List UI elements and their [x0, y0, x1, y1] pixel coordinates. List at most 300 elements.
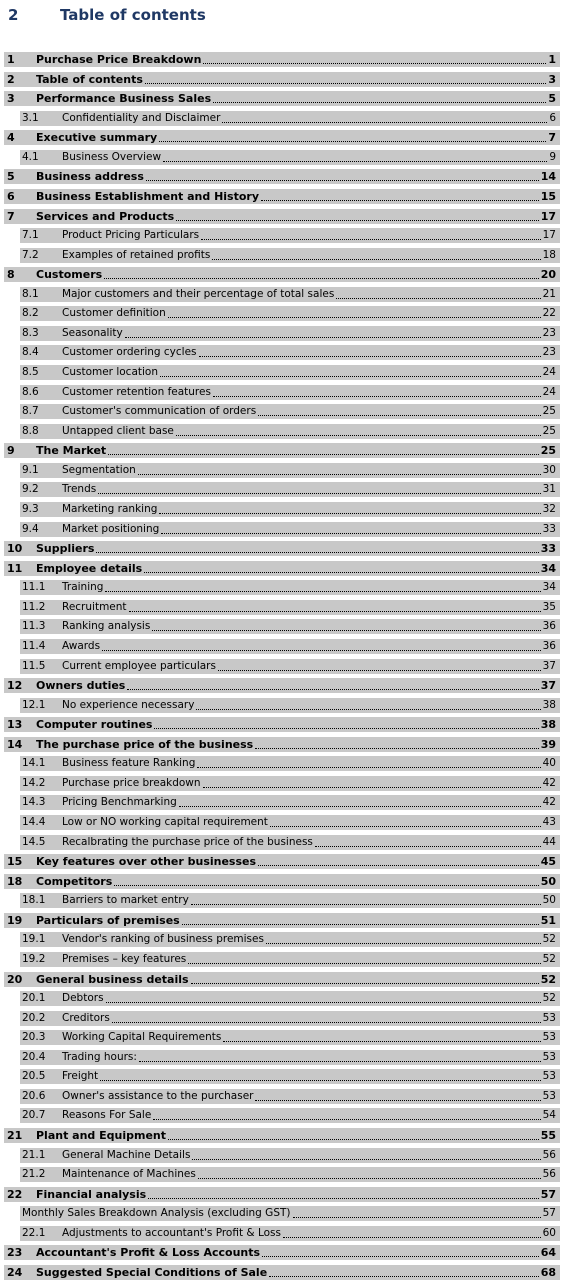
entry-number: 24 — [7, 1266, 23, 1279]
entry-page-number: 34 — [542, 581, 556, 593]
entry-number: 8.7 — [22, 405, 39, 417]
dot-leader — [191, 893, 541, 905]
toc-entry[interactable] — [0, 169, 560, 184]
dot-leader — [191, 972, 539, 984]
dot-leader — [159, 502, 541, 514]
entry-label: Vendor's ranking of business premises — [62, 933, 264, 945]
entry-label: Table of contents — [36, 73, 143, 86]
toc-subentry[interactable] — [0, 385, 560, 400]
entry-label: Recalbrating the purchase price of the business — [62, 836, 313, 848]
toc-subentry[interactable] — [0, 111, 560, 126]
entry-label: Market positioning — [62, 523, 160, 535]
dot-leader — [179, 795, 541, 807]
dot-leader — [106, 991, 541, 1003]
entry-number: 21.1 — [22, 1149, 46, 1161]
entry-page-number: 43 — [542, 816, 556, 828]
dot-leader — [255, 737, 539, 749]
toc-entry[interactable] — [0, 874, 560, 889]
entry-number: 20.5 — [22, 1070, 46, 1082]
dot-leader — [168, 1128, 539, 1140]
entry-number: 14.5 — [22, 836, 46, 848]
entry-page-number: 22 — [542, 307, 556, 319]
entry-number: 11.1 — [22, 581, 46, 593]
toc-subentry[interactable] — [0, 932, 560, 947]
dot-leader — [198, 1167, 541, 1179]
entry-number: 11.5 — [22, 660, 46, 672]
entry-number: 19.1 — [22, 933, 46, 945]
entry-label: Business Overview — [62, 151, 162, 163]
toc-entry[interactable] — [0, 854, 560, 869]
dot-leader — [145, 72, 546, 84]
entry-number: 20.6 — [22, 1090, 46, 1102]
entry-label: Accountant's Profit & Loss Accounts — [36, 1246, 261, 1259]
toc-subentry[interactable] — [0, 776, 560, 791]
toc-entry[interactable] — [0, 72, 560, 87]
toc-subentry[interactable] — [0, 659, 560, 674]
entry-page-number: 25 — [542, 425, 556, 437]
toc-entry[interactable] — [0, 209, 560, 224]
toc-entry[interactable] — [0, 717, 560, 732]
entry-label: Customer location — [62, 366, 159, 378]
entry-label: Debtors — [62, 992, 104, 1004]
entry-page-number: 3 — [548, 73, 556, 86]
entry-number: 20.4 — [22, 1051, 46, 1063]
dot-leader — [100, 1069, 541, 1081]
entry-number: 13 — [7, 718, 23, 731]
entry-page-number: 14 — [540, 170, 556, 183]
dot-leader — [146, 169, 539, 181]
entry-page-number: 52 — [542, 992, 556, 1004]
entry-number: 6 — [7, 190, 15, 203]
entry-number: 8 — [7, 268, 15, 281]
entry-page-number: 57 — [540, 1188, 556, 1201]
entry-number: 7.1 — [22, 229, 39, 241]
entry-page-number: 44 — [542, 836, 556, 848]
entry-number: 19.2 — [22, 953, 46, 965]
entry-label: Adjustments to accountant's Profit & Loss — [62, 1227, 281, 1239]
toc-subentry[interactable] — [0, 1011, 560, 1026]
entry-number: 12.1 — [22, 699, 46, 711]
entry-label: Customers — [36, 268, 103, 281]
entry-number: 8.4 — [22, 346, 39, 358]
toc-entry[interactable] — [0, 52, 560, 67]
entry-page-number: 56 — [542, 1149, 556, 1161]
entry-page-number: 45 — [540, 855, 556, 868]
toc-entry[interactable] — [0, 737, 560, 752]
dot-leader — [108, 443, 539, 455]
dot-leader — [201, 228, 541, 240]
entry-number: 3 — [7, 92, 15, 105]
toc-subentry[interactable] — [0, 756, 560, 771]
entry-label: Major customers and their percentage of total sales — [62, 288, 335, 300]
entry-page-number: 31 — [542, 483, 556, 495]
entry-page-number: 17 — [542, 229, 556, 241]
dot-leader — [159, 130, 546, 142]
entry-page-number: 25 — [540, 444, 556, 457]
toc-subentry[interactable] — [0, 482, 560, 497]
entry-label: Customer retention features — [62, 386, 211, 398]
dot-leader — [125, 326, 541, 338]
dot-leader — [129, 600, 541, 612]
dot-leader — [258, 854, 539, 866]
toc-entry[interactable] — [0, 1128, 560, 1143]
entry-number: 14 — [7, 738, 23, 751]
dot-leader — [283, 1226, 541, 1238]
entry-number: 4 — [7, 131, 15, 144]
entry-label: Purchase Price Breakdown — [36, 53, 202, 66]
entry-number: 8.1 — [22, 288, 39, 300]
toc-subentry[interactable] — [0, 1206, 560, 1221]
entry-number: 9.4 — [22, 523, 39, 535]
entry-page-number: 50 — [542, 894, 556, 906]
entry-label: Current employee particulars — [62, 660, 216, 672]
dot-leader — [315, 835, 541, 847]
toc-subentry[interactable] — [0, 952, 560, 967]
entry-page-number: 18 — [542, 249, 556, 261]
toc-subentry[interactable] — [0, 404, 560, 419]
entry-page-number: 6 — [549, 112, 556, 124]
toc-entry[interactable] — [0, 443, 560, 458]
entry-number: 3.1 — [22, 112, 39, 124]
entry-number: 9.2 — [22, 483, 39, 495]
entry-page-number: 39 — [540, 738, 556, 751]
dot-leader — [148, 1187, 539, 1199]
toc-entry[interactable] — [0, 91, 560, 106]
entry-label: Pricing Benchmarking — [62, 796, 177, 808]
toc-subentry[interactable] — [0, 1069, 560, 1084]
toc-subentry[interactable] — [0, 580, 560, 595]
dot-leader — [104, 267, 539, 279]
entry-label: The Market — [36, 444, 107, 457]
entry-page-number: 15 — [540, 190, 556, 203]
entry-page-number: 53 — [542, 1012, 556, 1024]
toc-subentry[interactable] — [0, 248, 560, 263]
toc-entry[interactable] — [0, 913, 560, 928]
entry-label: Seasonality — [62, 327, 123, 339]
toc-subentry[interactable] — [0, 150, 560, 165]
toc-subentry[interactable] — [0, 424, 560, 439]
entry-page-number: 17 — [540, 210, 556, 223]
dot-leader — [176, 424, 541, 436]
entry-label: Working Capital Requirements — [62, 1031, 222, 1043]
entry-label: Product Pricing Particulars — [62, 229, 200, 241]
dot-leader — [293, 1206, 541, 1218]
entry-label: Suggested Special Conditions of Sale — [36, 1266, 268, 1279]
entry-number: 5 — [7, 170, 15, 183]
toc-subentry[interactable] — [0, 639, 560, 654]
entry-page-number: 9 — [549, 151, 556, 163]
entry-page-number: 38 — [542, 699, 556, 711]
entry-page-number: 50 — [540, 875, 556, 888]
entry-number: 22 — [7, 1188, 23, 1201]
toc-subentry[interactable] — [0, 287, 560, 302]
toc-subentry[interactable] — [0, 306, 560, 321]
dot-leader — [176, 209, 539, 221]
entry-page-number: 1 — [548, 53, 556, 66]
toc-subentry[interactable] — [0, 991, 560, 1006]
toc-subentry[interactable] — [0, 1089, 560, 1104]
toc-subentry[interactable] — [0, 1226, 560, 1241]
toc-entry[interactable] — [0, 1245, 560, 1260]
toc-subentry[interactable] — [0, 463, 560, 478]
toc-subentry[interactable] — [0, 1108, 560, 1123]
dot-leader — [213, 385, 541, 397]
toc-subentry[interactable] — [0, 1148, 560, 1163]
entry-number: 21 — [7, 1129, 23, 1142]
entry-page-number: 36 — [542, 640, 556, 652]
entry-page-number: 25 — [542, 405, 556, 417]
entry-number: 21.2 — [22, 1168, 46, 1180]
toc-subentry[interactable] — [0, 1030, 560, 1045]
dot-leader — [160, 365, 541, 377]
entry-number: 9.1 — [22, 464, 39, 476]
entry-page-number: 54 — [542, 1109, 556, 1121]
entry-label: Particulars of premises — [36, 914, 180, 927]
dot-leader — [96, 541, 539, 553]
entry-label: Training — [62, 581, 104, 593]
entry-page-number: 30 — [542, 464, 556, 476]
dot-leader — [218, 659, 541, 671]
entry-page-number: 24 — [542, 366, 556, 378]
entry-page-number: 52 — [542, 933, 556, 945]
entry-page-number: 37 — [542, 660, 556, 672]
entry-number: 14.1 — [22, 757, 46, 769]
entry-label: Recruitment — [62, 601, 127, 613]
toc-entry[interactable] — [0, 678, 560, 693]
entry-label: Ranking analysis — [62, 620, 151, 632]
entry-label: Examples of retained profits — [62, 249, 211, 261]
entry-number: 14.3 — [22, 796, 46, 808]
entry-page-number: 42 — [542, 777, 556, 789]
entry-page-number: 52 — [542, 953, 556, 965]
entry-label: Executive summary — [36, 131, 158, 144]
dot-leader — [105, 580, 541, 592]
dot-leader — [262, 1245, 539, 1257]
dot-leader — [213, 91, 546, 103]
entry-label: Confidentiality and Disclaimer — [62, 112, 221, 124]
entry-number: 12 — [7, 679, 23, 692]
entry-page-number: 21 — [542, 288, 556, 300]
entry-label: Key features over other businesses — [36, 855, 257, 868]
entry-page-number: 20 — [540, 268, 556, 281]
toc-entry[interactable] — [0, 189, 560, 204]
dot-leader — [154, 717, 539, 729]
toc-subentry[interactable] — [0, 326, 560, 341]
dot-leader — [138, 463, 541, 475]
entry-label: Competitors — [36, 875, 113, 888]
entry-label: Customer ordering cycles — [62, 346, 197, 358]
entry-number: 9 — [7, 444, 15, 457]
dot-leader — [144, 561, 539, 573]
dot-leader — [168, 306, 541, 318]
dot-leader — [258, 404, 541, 416]
toc-subentry[interactable] — [0, 795, 560, 810]
dot-leader — [139, 1050, 541, 1062]
entry-page-number: 23 — [542, 327, 556, 339]
dot-leader — [192, 1148, 541, 1160]
entry-page-number: 52 — [540, 973, 556, 986]
dot-leader — [266, 932, 541, 944]
toc-subentry[interactable] — [0, 600, 560, 615]
entry-page-number: 56 — [542, 1168, 556, 1180]
entry-label: Plant and Equipment — [36, 1129, 167, 1142]
toc-entry[interactable] — [0, 561, 560, 576]
entry-label: Owner's assistance to the purchaser — [62, 1090, 254, 1102]
entry-page-number: 34 — [540, 562, 556, 575]
toc-subentry[interactable] — [0, 522, 560, 537]
entry-number: 8.5 — [22, 366, 39, 378]
entry-number: 11 — [7, 562, 23, 575]
toc-subentry[interactable] — [0, 1167, 560, 1182]
entry-page-number: 7 — [548, 131, 556, 144]
toc-subentry[interactable] — [0, 1050, 560, 1065]
toc-subentry[interactable] — [0, 502, 560, 517]
entry-page-number: 68 — [540, 1266, 556, 1279]
entry-page-number: 37 — [540, 679, 556, 692]
dot-leader — [222, 111, 547, 123]
entry-number: 9.3 — [22, 503, 39, 515]
entry-page-number: 32 — [542, 503, 556, 515]
entry-label: Employee details — [36, 562, 143, 575]
toc-subentry[interactable] — [0, 619, 560, 634]
entry-page-number: 53 — [542, 1031, 556, 1043]
dot-leader — [112, 1011, 541, 1023]
entry-number: 1 — [7, 53, 15, 66]
entry-number: 14.4 — [22, 816, 46, 828]
dot-leader — [223, 1030, 541, 1042]
entry-label: General Machine Details — [62, 1149, 191, 1161]
entry-label: Customer's communication of orders — [62, 405, 257, 417]
entry-label: Suppliers — [36, 542, 95, 555]
entry-number: 20.7 — [22, 1109, 46, 1121]
dot-leader — [163, 150, 547, 162]
toc-entry[interactable] — [0, 541, 560, 556]
entry-number: 8.8 — [22, 425, 39, 437]
entry-label: Untapped client base — [62, 425, 174, 437]
dot-leader — [98, 482, 541, 494]
entry-label: Awards — [62, 640, 101, 652]
dot-leader — [127, 678, 539, 690]
dot-leader — [102, 639, 541, 651]
entry-number: 15 — [7, 855, 23, 868]
toc-subentry[interactable] — [0, 835, 560, 850]
heading-number: 2 — [8, 6, 19, 24]
entry-page-number: 53 — [542, 1051, 556, 1063]
dot-leader — [188, 952, 541, 964]
entry-number: 8.6 — [22, 386, 39, 398]
entry-number: 10 — [7, 542, 23, 555]
dot-leader — [153, 1108, 541, 1120]
dot-leader — [270, 815, 541, 827]
entry-page-number: 33 — [542, 523, 556, 535]
entry-number: 8.3 — [22, 327, 39, 339]
toc-entry[interactable] — [0, 1265, 560, 1280]
entry-number: 2 — [7, 73, 15, 86]
toc-subentry[interactable] — [0, 893, 560, 908]
entry-label: Trends — [62, 483, 97, 495]
toc-subentry[interactable] — [0, 228, 560, 243]
entry-label: Marketing ranking — [62, 503, 158, 515]
entry-page-number: 64 — [540, 1246, 556, 1259]
entry-number: 14.2 — [22, 777, 46, 789]
entry-label: Services and Products — [36, 210, 175, 223]
entry-label: Owners duties — [36, 679, 126, 692]
entry-label: The purchase price of the business — [36, 738, 254, 751]
entry-number: 4.1 — [22, 151, 39, 163]
entry-page-number: 53 — [542, 1090, 556, 1102]
entry-number: 20.1 — [22, 992, 46, 1004]
entry-page-number: 5 — [548, 92, 556, 105]
entry-label: Freight — [62, 1070, 99, 1082]
entry-number: 18 — [7, 875, 23, 888]
entry-label: Creditors — [62, 1012, 110, 1024]
entry-number: 11.3 — [22, 620, 46, 632]
entry-number: 20 — [7, 973, 23, 986]
toc-subentry[interactable] — [0, 345, 560, 360]
entry-page-number: 42 — [542, 796, 556, 808]
dot-leader — [212, 248, 541, 260]
dot-leader — [196, 698, 541, 710]
entry-page-number: 60 — [542, 1227, 556, 1239]
entry-number: 23 — [7, 1246, 23, 1259]
entry-number: 11.2 — [22, 601, 46, 613]
entry-label: No experience necessary — [62, 699, 195, 711]
entry-page-number: 24 — [542, 386, 556, 398]
entry-label: Performance Business Sales — [36, 92, 212, 105]
entry-label: Business feature Ranking — [62, 757, 196, 769]
entry-page-number: 51 — [540, 914, 556, 927]
entry-label: Monthly Sales Breakdown Analysis (excluding GST) — [22, 1207, 291, 1219]
entry-label: Maintenance of Machines — [62, 1168, 196, 1180]
entry-label: Computer routines — [36, 718, 153, 731]
dot-leader — [269, 1265, 539, 1277]
entry-label: Customer definition — [62, 307, 166, 319]
entry-number: 11.4 — [22, 640, 46, 652]
entry-number: 19 — [7, 914, 23, 927]
entry-number: 20.3 — [22, 1031, 46, 1043]
entry-label: Trading hours: — [62, 1051, 137, 1063]
dot-leader — [203, 52, 546, 64]
entry-number: 20.2 — [22, 1012, 46, 1024]
dot-leader — [255, 1089, 541, 1101]
entry-label: Premises – key features — [62, 953, 187, 965]
entry-label: Business Establishment and History — [36, 190, 260, 203]
entry-label: Barriers to market entry — [62, 894, 189, 906]
entry-page-number: 57 — [542, 1207, 556, 1219]
dot-leader — [261, 189, 539, 201]
entry-label: General business details — [36, 973, 189, 986]
entry-label: Reasons For Sale — [62, 1109, 152, 1121]
entry-page-number: 36 — [542, 620, 556, 632]
entry-page-number: 38 — [540, 718, 556, 731]
entry-label: Purchase price breakdown — [62, 777, 201, 789]
toc-entry[interactable] — [0, 1187, 560, 1202]
toc-entry[interactable] — [0, 972, 560, 987]
toc-subentry[interactable] — [0, 365, 560, 380]
entry-number: 7.2 — [22, 249, 39, 261]
toc-subentry[interactable] — [0, 815, 560, 830]
entry-label: Business address — [36, 170, 144, 183]
entry-page-number: 55 — [540, 1129, 556, 1142]
toc-entry[interactable] — [0, 130, 560, 145]
toc-entry[interactable] — [0, 267, 560, 282]
dot-leader — [114, 874, 539, 886]
dot-leader — [197, 756, 541, 768]
entry-page-number: 33 — [540, 542, 556, 555]
entry-number: 7 — [7, 210, 15, 223]
entry-label: Financial analysis — [36, 1188, 147, 1201]
toc-subentry[interactable] — [0, 698, 560, 713]
